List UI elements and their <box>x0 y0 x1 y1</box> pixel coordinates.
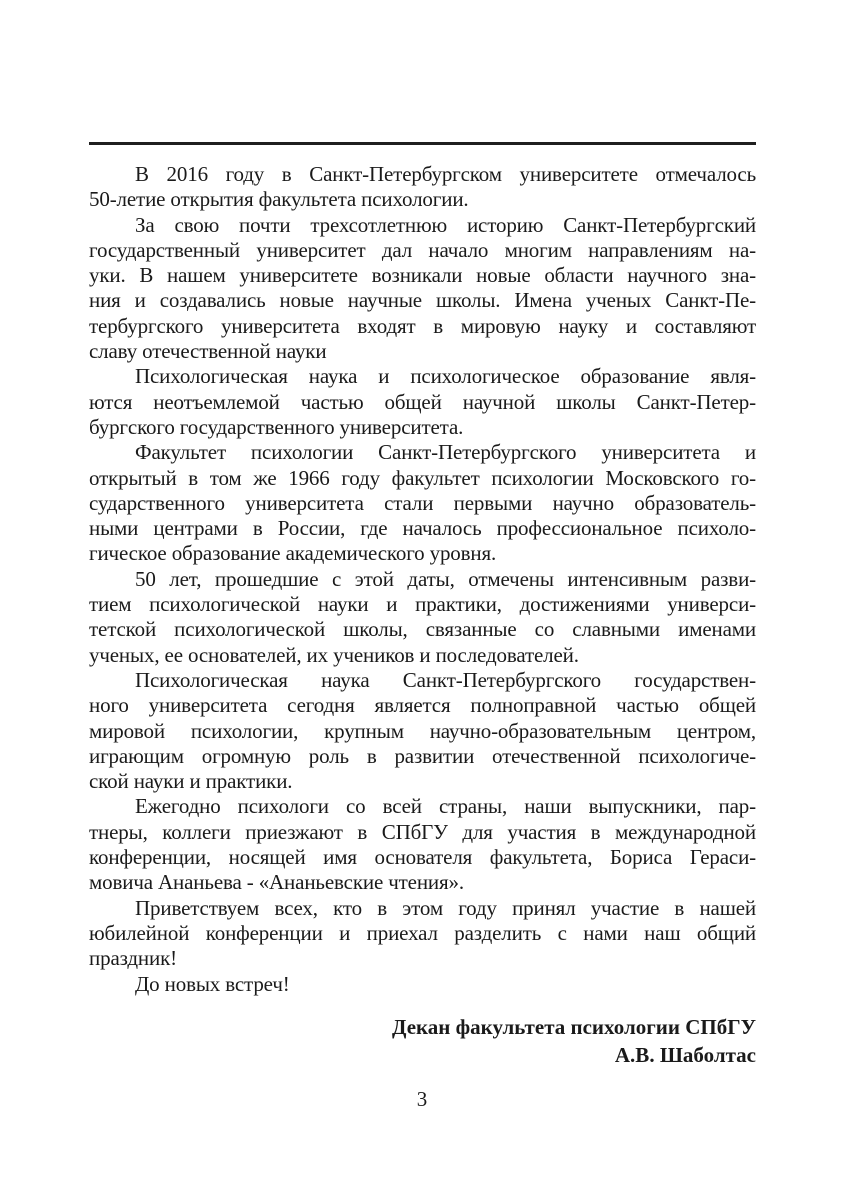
text-line: 50 лет, прошедшие с этой даты, отмечены интенсивным разви- <box>135 566 756 591</box>
paragraph <box>89 364 756 440</box>
text-line: Психологическая наука и психологическое образование явля- <box>135 364 756 389</box>
text-line: ской науки и практики. <box>89 769 293 794</box>
paragraph <box>89 213 756 365</box>
signature-position: Декан факультета психологии СПбГУ <box>392 1015 756 1039</box>
text-line: ются неотъемлемой частью общей научной школы Санкт-Петер- <box>89 389 756 414</box>
signature-name: А.В. Шаболтас <box>614 1043 756 1067</box>
text-line: ными центрами в России, где началось профессиональное психоло- <box>89 516 756 541</box>
text-line: Психологическая наука Санкт-Петербургского государствен- <box>135 667 756 692</box>
text-line: 50-летие открытия факультета психологии. <box>89 187 469 212</box>
text-line: гическое образование академического уровня. <box>89 541 497 566</box>
body-text <box>89 162 756 997</box>
text-line: До новых встреч! <box>135 971 290 996</box>
signature-block <box>392 1013 756 1069</box>
text-line: ученых, ее основателей, их учеников и последователей. <box>89 642 579 667</box>
text-line: бургского государственного университета. <box>89 414 464 439</box>
header-rule <box>89 142 756 145</box>
text-line: уки. В нашем университете возникали новые области научного зна- <box>89 263 756 288</box>
text-line: тием психологической науки и практики, достижениями универси- <box>89 592 756 617</box>
text-line: тербургского университета входят в мировую науку и составляют <box>89 313 756 338</box>
text-line: тнеры, коллеги приезжают в СПбГУ для участия в международной <box>89 819 756 844</box>
text-line: юбилейной конференции и приехал разделить с нами наш общий <box>89 920 756 945</box>
text-line: ния и создавались новые научные школы. Имена ученых Санкт-Пе- <box>89 288 756 313</box>
text-line: сударственного университета стали первыми научно образователь- <box>89 490 756 515</box>
text-line: Ежегодно психологи со всей страны, наши выпускники, пар- <box>135 794 756 819</box>
text-line: Факультет психологии Санкт-Петербургского университета и <box>135 440 756 465</box>
text-line: Приветствуем всех, кто в этом году принял участие в нашей <box>135 895 756 920</box>
text-line: играющим огромную роль в развитии отечественной психологиче- <box>89 743 756 768</box>
text-line: открытый в том же 1966 году факультет психологии Московского го- <box>89 465 756 490</box>
text-line: В 2016 году в Санкт-Петербургском университете отмечалось <box>135 162 756 186</box>
text-line: За свою почти трехсотлетнюю историю Санкт-Петербургский <box>135 212 756 237</box>
text-line: конференции, носящей имя основателя факультета, Бориса Гераси- <box>89 845 756 870</box>
text-line: славу отечественной науки <box>89 339 327 364</box>
paragraph <box>89 794 756 895</box>
paragraph <box>89 896 756 972</box>
text-line: государственный университет дал начало многим направлениям на- <box>89 237 756 262</box>
text-line: тетской психологической школы, связанные со славными именами <box>89 617 756 642</box>
paragraph <box>89 668 756 794</box>
paragraph <box>89 567 756 668</box>
paragraph <box>89 162 756 213</box>
text-line: праздник! <box>89 946 177 971</box>
text-line: мовича Ананьева - «Ананьевские чтения». <box>89 870 464 895</box>
text-line: ного университета сегодня является полноправной частью общей <box>89 693 756 718</box>
text-line: мировой психологии, крупным научно-образовательным центром, <box>89 718 756 743</box>
page-number: 3 <box>416 1087 428 1111</box>
paragraph <box>89 440 756 566</box>
paragraph <box>89 972 756 997</box>
